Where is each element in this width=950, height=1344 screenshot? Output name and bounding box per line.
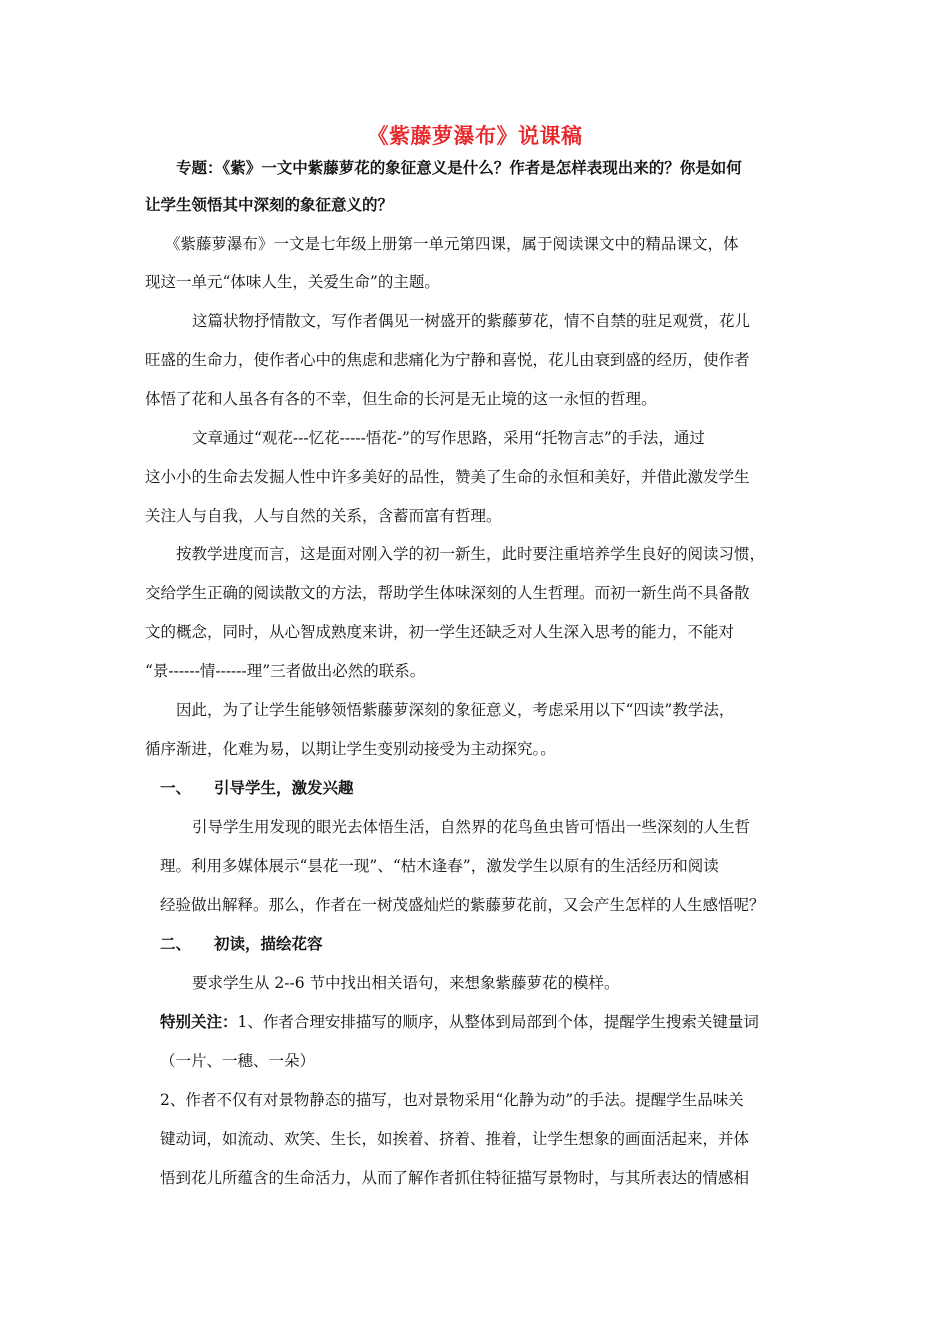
section-1-line-2: 理。利用多媒体展示“昙花一现”、“枯木逢春”，激发学生以原有的生活经历和阅读 [160, 857, 719, 875]
section-1-line-3: 经验做出解释。那么，作者在一树茂盛灿烂的紫藤萝花前，又会产生怎样的人生感悟呢？ [160, 896, 765, 914]
topic-line-1: 专题：《紫》一文中紫藤萝花的象征意义是什么？作者是怎样表现出来的？你是如何 [176, 159, 742, 177]
paragraph-5-line-1: 因此，为了让学生能够领悟紫藤萝深刻的象征意义，考虑采用以下“四读”教学法， [176, 701, 735, 719]
focus-label: 特别关注： [160, 1013, 238, 1031]
section-2-number: 二、 [160, 935, 192, 953]
focus-line [160, 1012, 759, 1032]
paragraph-5-line-2: 循序渐进，化难为易，以期让学生变别动接受为主动探究。。 [145, 740, 556, 758]
paragraph-2-line-3: 体悟了花和人虽各有各的不幸，但生命的长河是无止境的这一永恒的哲理。 [145, 390, 657, 408]
paragraph-2-line-1: 这篇状物抒情散文，写作者偶见一树盛开的紫藤萝花，情不自禁的驻足观赏，花儿 [192, 312, 751, 330]
paragraph-3-line-2: 这小小的生命去发掘人性中许多美好的品性，赞美了生命的永恒和美好，并借此激发学生 [145, 468, 750, 486]
paragraph-1-line-1: 《紫藤萝瀑布》一文是七年级上册第一单元第四课，属于阅读课文中的精品课文，体 [165, 235, 739, 253]
topic-line-2: 让学生领悟其中深刻的象征意义的？ [145, 196, 394, 214]
item-2-line-3: 悟到花儿所蕴含的生命活力，从而了解作者抓住特征描写景物时，与其所表达的情感相 [160, 1169, 750, 1187]
paragraph-3-line-3: 关注人与自我，人与自然的关系，含蓄而富有哲理。 [145, 507, 502, 525]
focus-line-2: （一片、一穗、一朵） [160, 1052, 316, 1070]
section-2-heading: 初读，描绘花容 [214, 935, 323, 953]
paragraph-4-line-2: 交给学生正确的阅读散文的方法，帮助学生体味深刻的人生哲理。而初一新生尚不具备散 [145, 584, 750, 602]
paragraph-4-line-4: “景------情------理”三者做出必然的联系。 [145, 662, 426, 680]
paragraph-4-line-3: 文的概念，同时，从心智成熟度来讲，初一学生还缺乏对人生深入思考的能力，不能对 [145, 623, 735, 641]
focus-text: 1、作者合理安排描写的顺序，从整体到局部到个体，提醒学生搜索关键量词 [237, 1013, 759, 1031]
section-1-heading: 引导学生，激发兴趣 [214, 779, 354, 797]
paragraph-1-line-2: 现这一单元“体味人生，关爱生命”的主题。 [145, 273, 440, 291]
item-2-line-2: 键动词，如流动、欢笑、生长，如挨着、挤着、推着，让学生想象的画面活起来，并体 [160, 1130, 750, 1148]
section-1-line-1: 引导学生用发现的眼光去体悟生活，自然界的花鸟鱼虫皆可悟出一些深刻的人生哲 [192, 818, 751, 836]
paragraph-3-line-1: 文章通过“观花---忆花-----悟花-”的写作思路，采用“托物言志”的手法，通过 [192, 429, 705, 447]
section-1-number: 一、 [160, 779, 192, 797]
section-2-line-1: 要求学生从 2--6 节中找出相关语句，来想象紫藤萝花的模样。 [192, 974, 620, 992]
paragraph-2-line-2: 旺盛的生命力，使作者心中的焦虑和悲痛化为宁静和喜悦，花儿由衰到盛的经历，使作者 [145, 351, 750, 369]
document-title: 《紫藤萝瀑布》说课稿 [367, 124, 583, 148]
paragraph-4-line-1: 按教学进度而言，这是面对刚入学的初一新生，此时要注重培养学生良好的阅读习惯， [176, 545, 766, 563]
item-2-line-1: 2、作者不仅有对景物静态的描写，也对景物采用“化静为动”的手法。提醒学生品味关 [160, 1091, 744, 1109]
